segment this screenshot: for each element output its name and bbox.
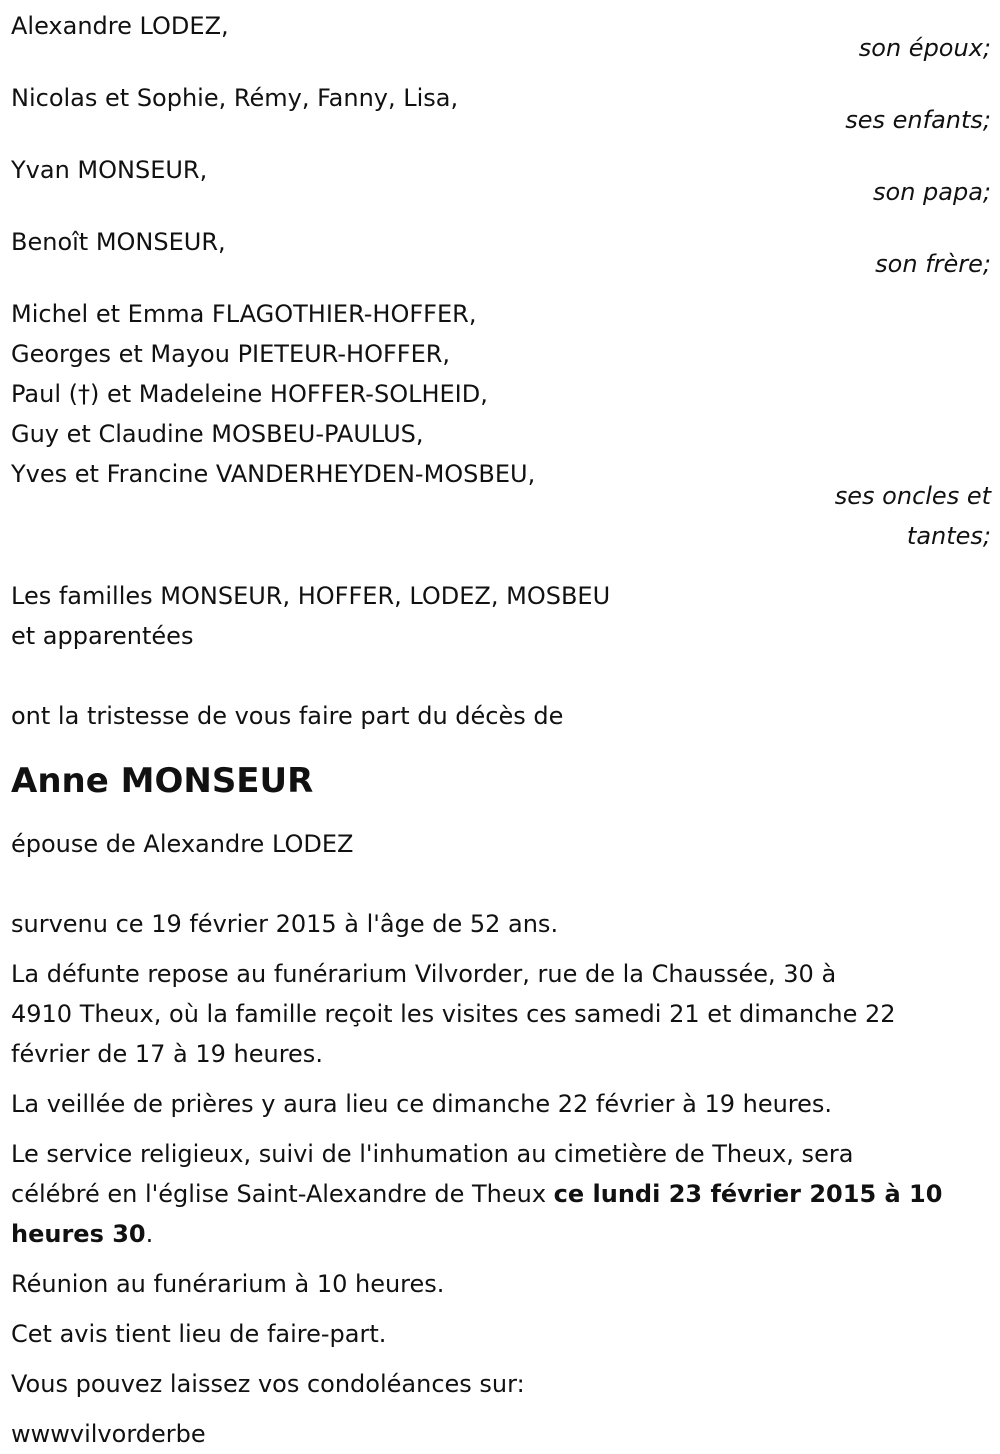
meeting-line: Réunion au funérarium à 10 heures. bbox=[11, 1270, 445, 1298]
families-line: et apparentées bbox=[11, 622, 194, 650]
relation-label: son époux; bbox=[858, 34, 991, 62]
relative-group-father bbox=[11, 150, 991, 212]
death-line: survenu ce 19 février 2015 à l'âge de 52 ans. bbox=[11, 910, 559, 938]
condolences-label: Vous pouvez laissez vos condoléances sur: bbox=[11, 1370, 525, 1398]
repose-line: 4910 Theux, où la famille reçoit les visites ces samedi 21 et dimanche 22 bbox=[11, 1000, 896, 1028]
repose-line: La défunte repose au funérarium Vilvorder, rue de la Chaussée, 30 à bbox=[11, 960, 837, 988]
relative-name: Yvan MONSEUR, bbox=[11, 156, 208, 184]
relation-label: ses oncles et bbox=[834, 482, 991, 510]
relation-label: ses enfants; bbox=[845, 106, 991, 134]
relative-name: Yves et Francine VANDERHEYDEN-MOSBEU, bbox=[11, 460, 536, 488]
service-text: célébré en l'église Saint-Alexandre de Theux bbox=[11, 1180, 554, 1208]
relation-label: son papa; bbox=[873, 178, 991, 206]
spouse-line: épouse de Alexandre LODEZ bbox=[11, 830, 354, 858]
relative-name: Paul (†) et Madeleine HOFFER-SOLHEID, bbox=[11, 380, 488, 408]
deceased-name: Anne MONSEUR bbox=[11, 761, 314, 801]
relative-group-spouse bbox=[11, 6, 991, 68]
service-line bbox=[11, 1174, 991, 1214]
vigil-line: La veillée de prières y aura lieu ce dimanche 22 février à 19 heures. bbox=[11, 1090, 833, 1118]
announcement-text: ont la tristesse de vous faire part du décès de bbox=[11, 702, 564, 730]
repose-paragraph bbox=[11, 954, 991, 1074]
notice-line: Cet avis tient lieu de faire-part. bbox=[11, 1320, 387, 1348]
relative-group-uncles-aunts bbox=[11, 294, 991, 556]
repose-line: février de 17 à 19 heures. bbox=[11, 1040, 323, 1068]
website-link[interactable]: wwwvilvorderbe bbox=[11, 1420, 206, 1448]
families-line: Les familles MONSEUR, HOFFER, LODEZ, MOSBEU bbox=[11, 582, 611, 610]
service-line: Le service religieux, suivi de l'inhumation au cimetière de Theux, sera bbox=[11, 1140, 854, 1168]
relation-label: son frère; bbox=[875, 250, 991, 278]
relative-name: Michel et Emma FLAGOTHIER-HOFFER, bbox=[11, 300, 477, 328]
service-period: . bbox=[145, 1220, 154, 1248]
relative-group-brother bbox=[11, 222, 991, 284]
obituary-notice bbox=[11, 6, 991, 1454]
families-block bbox=[11, 576, 991, 656]
relative-group-children bbox=[11, 78, 991, 140]
service-line bbox=[11, 1214, 991, 1254]
relative-name: Benoît MONSEUR, bbox=[11, 228, 226, 256]
relative-name: Alexandre LODEZ, bbox=[11, 12, 229, 40]
service-paragraph bbox=[11, 1134, 991, 1254]
relation-label: tantes; bbox=[906, 522, 991, 550]
relative-name: Guy et Claudine MOSBEU-PAULUS, bbox=[11, 420, 424, 448]
relative-name: Georges et Mayou PIETEUR-HOFFER, bbox=[11, 340, 451, 368]
relative-name: Nicolas et Sophie, Rémy, Fanny, Lisa, bbox=[11, 84, 459, 112]
service-time-bold: heures 30 bbox=[11, 1220, 146, 1248]
service-date-bold: ce lundi 23 février 2015 à 10 bbox=[553, 1180, 943, 1208]
